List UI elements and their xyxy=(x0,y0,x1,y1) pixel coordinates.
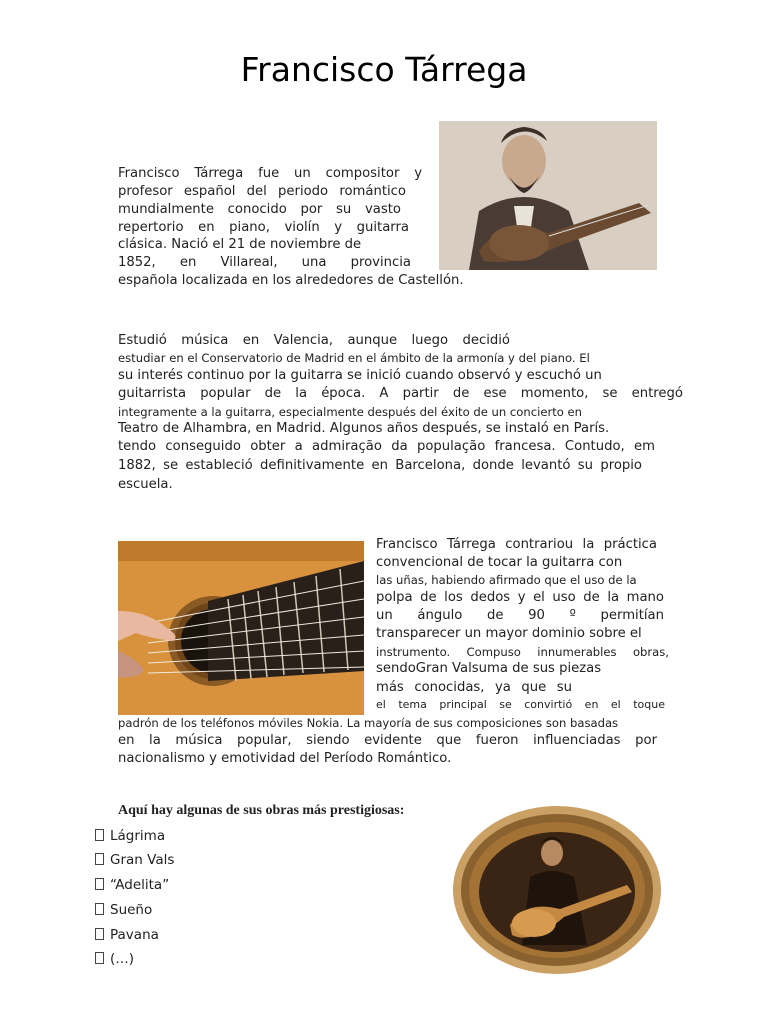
page-title: Francisco Tárrega xyxy=(240,50,528,89)
bullet-box-icon xyxy=(95,952,104,964)
works-heading: Aquí hay algunas de sus obras más prestigiosas: xyxy=(118,803,405,818)
para1-line: clásica. Nació el 21 de noviembre de xyxy=(118,237,362,252)
list-item: Lágrima xyxy=(95,828,165,844)
guitar-photo xyxy=(118,541,364,715)
para3-line: transparecer un mayor dominio sobre el xyxy=(376,626,642,641)
para3-line: Francisco Tárrega contrariou la práctica xyxy=(376,537,657,552)
para1-line: mundialmente conocido por su vasto xyxy=(118,202,401,217)
para2-line: Estudió música en Valencia, aunque luego decidió xyxy=(118,333,510,348)
para2-line: Teatro de Alhambra, en Madrid. Algunos años después, se instaló en París. xyxy=(118,421,610,436)
para3-line: más conocidas, ya que su xyxy=(376,680,572,695)
para1-line: 1852, en Villareal, una provincia xyxy=(118,255,411,270)
para3-line: polpa de los dedos y el uso de la mano xyxy=(376,590,664,605)
oval-portrait-photo xyxy=(452,805,662,975)
para3-line: las uñas, habiendo afirmado que el uso de la xyxy=(376,573,637,587)
para1-line: profesor español del periodo romántico xyxy=(118,184,406,199)
para1-line: Francisco Tárrega fue un compositor y xyxy=(118,166,422,181)
bullet-box-icon xyxy=(95,829,104,841)
para3-line: nacionalismo y emotividad del Período Romántico. xyxy=(118,751,452,766)
bullet-box-icon xyxy=(95,853,104,865)
list-item: Gran Vals xyxy=(95,852,174,868)
para3-line: convencional de tocar la guitarra con xyxy=(376,555,623,570)
para3-line: el tema principal se convirtió en el toque xyxy=(376,698,665,711)
list-item: “Adelita” xyxy=(95,877,169,893)
list-item: Sueño xyxy=(95,902,152,918)
para2-line: estudiar en el Conservatorio de Madrid en el ámbito de la armonía y del piano. El xyxy=(118,351,590,365)
bullet-box-icon xyxy=(95,878,104,890)
para3-line: padrón de los teléfonos móviles Nokia. La mayoría de sus composiciones son basadas xyxy=(118,716,619,730)
bullet-box-icon xyxy=(95,903,104,915)
portrait-photo xyxy=(439,121,657,270)
para2-line: su interés continuo por la guitarra se inició cuando observó y escuchó un xyxy=(118,368,602,383)
para2-line: escuela. xyxy=(118,477,173,492)
para3-line: instrumento. Compuso innumerables obras, xyxy=(376,645,669,659)
list-item: Pavana xyxy=(95,927,159,943)
para2-line: integramente a la guitarra, especialmente después del éxito de un concierto en xyxy=(118,405,583,419)
para2-line: 1882, se estableció definitivamente en Barcelona, donde levantó su propio xyxy=(118,458,642,473)
para3-line: un ángulo de 90 º permitían xyxy=(376,608,664,623)
para1-line: española localizada en los alrededores de Castellón. xyxy=(118,273,464,288)
para1-line: repertorio en piano, violín y guitarra xyxy=(118,220,409,235)
list-item: (…) xyxy=(95,951,134,967)
para2-line: guitarrista popular de la época. A partir de ese momento, se entregó xyxy=(118,386,683,401)
para3-line: sendoGran Valsuma de sus piezas xyxy=(376,661,602,676)
bullet-box-icon xyxy=(95,928,104,940)
para2-line: tendo conseguido obter a admiração da população francesa. Contudo, em xyxy=(118,439,655,454)
para3-line: en la música popular, siendo evidente que fueron influenciadas por xyxy=(118,733,657,748)
